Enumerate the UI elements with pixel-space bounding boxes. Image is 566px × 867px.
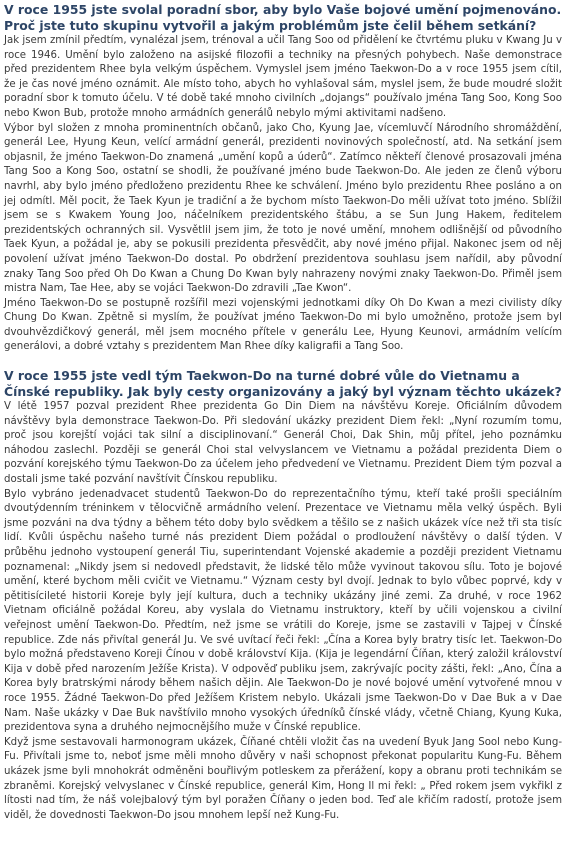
- article: [0, 2, 566, 823]
- answer-paragraph: Bylo vybráno jedenadvacet studentů Taekwon-Do do reprezentačního týmu, kteří také prošli speciálním dvoutýdenním tréninkem v tělocvičně armádního velení. Prezentace ve Vietnamu měla velký úspěch. Byli jsme pozváni na dva týdny a během této doby bylo svědkem a těšilo se z našich ukázek více než tři sta tisíc lidí. Kvůli úspěchu našeho turné nás prezident Diem požádal o prodloužení návštěvy o další týden. V průběhu jednoho vystoupení generál Tiu, superintendant Vojenské akademie a později prezident Vietnamu poznamenal: „Nikdy jsem si nedovedl představit, že lidské tělo může vyvinout takovou sílu. Toto je bojové umění, které bychom měli cvičit ve Vietnamu.“ Význam cesty byl dvojí. Jednak to bylo vůbec poprvé, kdy v pětitisícileté historii Koreje byly její kultura, duch a techniky ukázány jiné zemi. Za druhé, v roce 1962 Vietnam oficiálně požádal Koreu, aby vyslala do Vietnamu instruktory, kteří by učili vojenskou a civilní veřejnost umění Taekwon-Do. Předtím, než jsme se vrátili do Koreje, jsme se zastavili v Tajpej v Čínské republice. Zde nás přivítal generál Ju. Ve své uvítací řeči řekl: „Čína a Korea byly bratry tisíc let. Taekwon-Do bylo možná představeno Koreji Čínou v době království Kija. (Kija je legendární Číňan, který založil království Kija v době před narozením Ježíše Krista). V odpověď publiku jsem, zakrývajíc pocity zášti, řekl: „Ano, Čína a Korea byly bratrskými národy během našich dějin. Ale Taekwon-Do je nové bojové umění vytvořené mnou v roce 1955. Žádné Taekwon-Do před Ježíšem Kristem nebylo. Ukázali jsme Taekwon-Do v Dae Buk a v Dae Nam. Naše ukázky v Dae Buk navštívilo mnoho vysokých úředníků čínské vlády, včetně Chiang, Kyung Kuka, prezidentova syna a druhého nejmocnějšího muže v Čínské republice.: [4, 488, 562, 734]
- interview-section-1: [4, 2, 562, 355]
- answer-paragraph: Jak jsem zmínil předtím, vynalézal jsem, trénoval a učil Tang Soo od přidělení ke čtvrtému pluku v Kwang Ju v roce 1946. Umění bylo založeno na asijské filozofii a techniky na přesných pohybech. Naše demonstrace před prezidentem Rhee byla velkým úspěchem. Vymyslel jsem jméno Taekwon-Do a v roce 1955 jsem cítil, že je čas nové jméno oznámit. Ale místo toho, abych ho vyhlašoval sám, myslel jsem, že bude moudré složit poradní sbor k tomuto účelu. V té době také mnoho civilních „dojangs“ používalo jména Tang Soo, Kong Soo nebo Kwon Bub, protože mnoho armádních generálů nebylo mými aktivitami nadšeno.: [4, 35, 562, 119]
- question-heading: V roce 1955 jste svolal poradní sbor, aby bylo Vaše bojové umění pojmenováno. Proč jste tuto skupinu vytvořil a jakým problémům jste čelil během setkání?: [4, 2, 562, 33]
- answer-paragraph: V létě 1957 pozval prezident Rhee prezidenta Go Din Diem na návštěvu Koreje. Oficiálním důvodem návštěvy byla demonstrace Taekwon-Do. Při sledování ukázky prezident Diem řekl: „Nyní rozumím tomu, proč jsou korejští vojáci tak silní a disciplinovaní.“ Generál Choi, Dak Shin, můj přítel, jeho poznámku náhodou zaslechl. Později se generál Choi stal velvyslancem ve Vietnamu a požádal prezidenta Diem o pozvání korejského týmu Taekwon-Do za účelem jeho předvedení ve Vietnamu. Prezident Diem tým pozval a dostali jsme také pozvání navštívit Čínskou republiku.: [4, 401, 562, 486]
- answer-paragraph: Výbor byl složen z mnoha prominentních občanů, jako Cho, Kyung Jae, vícemluvčí Národního shromáždění, generál Lee, Hyung Keun, velící armádní generál, prezidenti novinových společností, atd. Na setkání jsem objasnil, že jméno Taekwon-Do znamená „umění kopů a úderů“. Zatímco někteří členové prosazovali jména Tang Soo a Kong Soo, ostatní se shodli, že používané jméno bude Taekwon-Do. Ale jeden ze členů výboru navrhl, aby bylo jméno předloženo prezidentu Rhee ke schválení. Jméno bylo prezidentu Rhee posláno a on jej odmítl. Měl pocit, že Taek Kyun je tradiční a že bychom místo Taekwon-Do měli užívat toto jméno. Sblížil jsem se s Kwakem Young Joo, náčelníkem prezidentského štábu, a se Sun Jung Hakem, ředitelem prezidentských ochranných sil. Vysvětlil jsem jim, že toto je nové umění, mnohem odlišnější od původního Taek Kyun, a požádal je, aby se pokusili prezidenta přesvědčit, aby nové jméno přijal. Nakonec jsem od něj povolení užívat jméno Taekwon-Do dostal. Po obdržení prezidentova souhlasu jsem nařídil, aby původní znaky Tang Soo před Oh Do Kwan a Chung Do Kwan byly nahrazeny novými znaky Taekwon-Do. Přiměl jsem mistra Nam, Tae Hee, aby se vojáci Taekwon-Do zdravili „Tae Kwon“.: [4, 122, 562, 295]
- question-heading: V roce 1955 jste vedl tým Taekwon-Do na turné dobré vůle do Vietnamu a Čínské republiky. Jak byly cesty organizovány a jaký byl význam těchto ukázek?: [4, 368, 562, 400]
- answer-paragraph: Jméno Taekwon-Do se postupně rozšířil mezi vojenskými jednotkami díky Oh Do Kwan a mezi civilisty díky Chung Do Kwan. Zpětně si myslím, že používat jméno Taekwon-Do mi bylo umožněno, protože jsem byl dvouhvězdičkový generál, měl jsem mocného přítele v generálu Lee, Hyung Keunovi, armádním velícím generálovi, a dobré vztahy s prezidentem Man Rhee díky kaligrafii a Tang Soo.: [4, 297, 562, 353]
- interview-section-2: [4, 368, 562, 823]
- answer-paragraph: Když jsme sestavovali harmonogram ukázek, Číňané chtěli vložit čas na uvedení Byuk Jang Sool nebo Kung-Fu. Přivítali jsme to, neboť jsme měli mnoho důvěry v naši schopnost překonat popularitu Kung-Fu. Během ukázek jsme byli mnohokrát odměněni bouřlivým potleskem za přerážení, kopy a obranu proti technikám se zbraněmi. Korejský velvyslanec v Čínské republice, generál Kim, Hong Il mi řekl: „ Před rokem jsem vykřikl z lítosti nad tím, že náš volejbalový tým byl poražen Číňany o jeden bod. Teď ale křičím radostí, protože jsem viděl, že dovednosti Taekwon-Do jsou mnohem lepší než Kung-Fu.: [4, 736, 562, 821]
